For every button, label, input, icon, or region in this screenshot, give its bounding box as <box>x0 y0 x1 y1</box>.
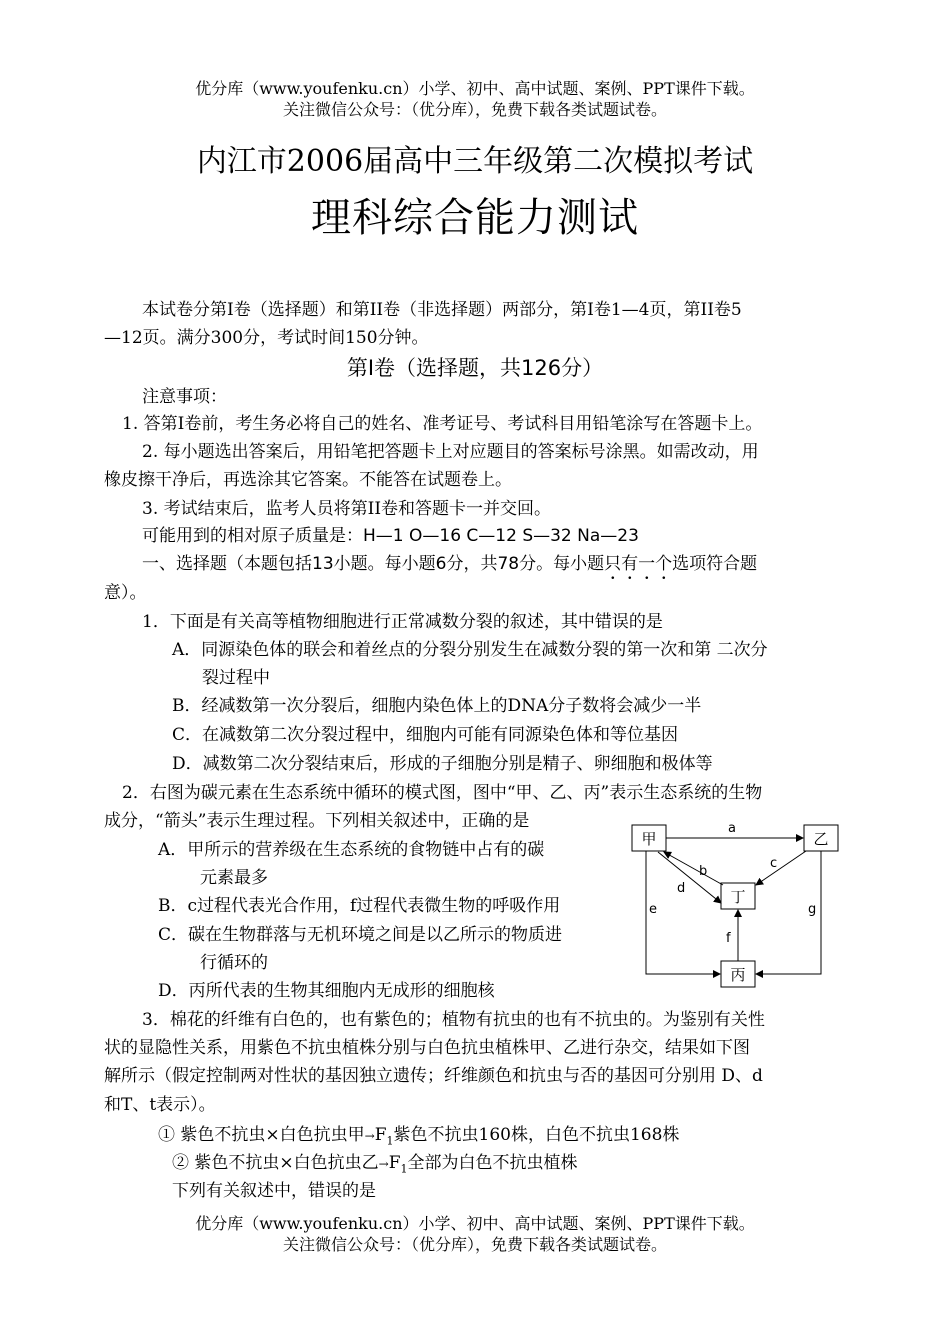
footer-line-2: 关注微信公众号：（优分库），免费下载各类试题试卷。 <box>282 1235 667 1254</box>
q1-option-a: A．同源染色体的联会和着丝点的分裂分别发生在减数分裂的第一次和第 二次分 <box>172 640 768 660</box>
q2-option-a-cont: 元素最多 <box>200 868 268 888</box>
note-3: 3. 考试结束后，监考人员将第II卷和答题卡一并交回。 <box>142 499 552 519</box>
label-f: f <box>726 931 731 946</box>
arrow-c <box>756 851 806 885</box>
intro-line-1: 本试卷分第I卷（选择题）和第II卷（非选择题）两部分，第I卷1—4页，第II卷5 <box>142 300 742 320</box>
part-title-emphasis: 只有一个 <box>604 554 673 574</box>
exam-subtitle: 理科综合能力测试 <box>311 195 639 241</box>
note-1: 1. 答第I卷前，考生务必将自己的姓名、准考证号、考试科目用铅笔涂写在答题卡上。 <box>122 414 763 434</box>
q3-ask: 下列有关叙述中，错误的是 <box>172 1181 376 1201</box>
cross1-parents: ① 紫色不抗虫×白色抗虫甲 <box>158 1125 365 1145</box>
cross2-parents: ② 紫色不抗虫×白色抗虫乙 <box>172 1153 379 1173</box>
arrow-d <box>658 852 721 903</box>
q2-stem-2: 成分，“箭头”表示生理过程。下列相关叙述中，正确的是 <box>104 811 530 831</box>
cross2-f: F <box>388 1153 401 1173</box>
q2-option-c-cont: 行循环的 <box>200 953 268 973</box>
cross2-arrow: → <box>378 1157 389 1171</box>
label-d: d <box>677 881 686 896</box>
q1-option-c: C．在减数第二次分裂过程中，细胞内可能有同源染色体和等位基因 <box>172 725 679 745</box>
cross1-f: F <box>374 1125 387 1145</box>
q1-option-d: D．减数第二次分裂结束后，形成的子细胞分别是精子、卵细胞和极体等 <box>172 754 713 774</box>
label-c: c <box>770 856 778 871</box>
exam-title: 内江市2006届高中三年级第二次模拟考试 <box>196 144 754 179</box>
part-title-a: 一、选择题（本题包括13小题。每小题6分，共78分。每小题 <box>142 554 605 574</box>
atomic-mass-line: 可能用到的相对原子质量是：H—1 O—16 C—12 S—32 Na—23 <box>142 526 639 546</box>
label-b: b <box>699 864 708 879</box>
label-bing: 丙 <box>730 966 746 984</box>
q2-option-c: C．碳在生物群落与无机环境之间是以乙所示的物质进 <box>158 925 563 945</box>
q2-option-a: A．甲所示的营养级在生态系统的食物链中占有的碳 <box>158 840 545 860</box>
cross2-sub: 1 <box>400 1162 408 1176</box>
q1-option-b: B．经减数第一次分裂后，细胞内染色体上的DNA分子数将会减少一半 <box>172 696 702 716</box>
part-title <box>142 550 757 584</box>
label-jia: 甲 <box>641 830 657 848</box>
arrow-e <box>646 851 720 974</box>
footer-line-1: 优分库（www.youfenku.cn）小学、初中、高中试题、案例、PPT课件下载。 <box>195 1214 755 1233</box>
arrow-b <box>664 852 723 885</box>
cross2-result: 全部为白色不抗虫植株 <box>407 1153 578 1173</box>
part-title-cont: 意）。 <box>104 583 147 603</box>
label-yi: 乙 <box>813 830 829 848</box>
label-e: e <box>649 902 657 917</box>
q2-option-b: B．c过程代表光合作用，f过程代表微生物的呼吸作用 <box>158 896 561 916</box>
q2-stem-1: 2．右图为碳元素在生态系统中循环的模式图，图中“甲、乙、丙”表示生态系统的生物 <box>122 783 763 803</box>
header-line-1: 优分库（www.youfenku.cn）小学、初中、高中试题、案例、PPT课件下载。 <box>195 79 755 98</box>
label-ding: 丁 <box>730 888 746 906</box>
cross1-sub: 1 <box>386 1134 394 1148</box>
section-title: 第I卷（选择题，共126分） <box>346 356 604 380</box>
header-line-2: 关注微信公众号：（优分库），免费下载各类试题试卷。 <box>282 100 667 119</box>
q1-option-a-cont: 裂过程中 <box>202 668 270 688</box>
q3-stem-1: 3．棉花的纤维有白色的，也有紫色的；植物有抗虫的也有不抗虫的。为鉴别有关性 <box>142 1010 765 1030</box>
part-title-b: 选项符合题 <box>672 554 758 574</box>
q1-stem: 1．下面是有关高等植物细胞进行正常减数分裂的叙述，其中错误的是 <box>142 612 663 632</box>
label-g: g <box>808 902 817 917</box>
cross1-arrow: → <box>364 1129 375 1143</box>
note-2: 2. 每小题选出答案后，用铅笔把答题卡上对应题目的答案标号涂黑。如需改动，用 <box>142 442 759 462</box>
q3-stem-3: 解所示（假定控制两对性状的基因独立遗传；纤维颜色和抗虫与否的基因可分别用 D、d <box>104 1066 763 1086</box>
q2-option-d: D．丙所代表的生物其细胞内无成形的细胞核 <box>158 981 495 1001</box>
label-a: a <box>728 821 736 836</box>
carbon-cycle-diagram <box>620 815 845 995</box>
note-2-cont: 橡皮擦干净后，再选涂其它答案。不能答在试题卷上。 <box>104 470 512 490</box>
intro-line-2: —12页。满分300分，考试时间150分钟。 <box>104 328 429 348</box>
notice-title: 注意事项： <box>142 387 227 407</box>
q3-stem-2: 状的显隐性关系，用紫色不抗虫植株分别与白色抗虫植株甲、乙进行杂交，结果如下图 <box>104 1038 750 1058</box>
cross1-result: 紫色不抗虫160株，白色不抗虫168株 <box>393 1125 680 1145</box>
q3-stem-4: 和T、t表示）。 <box>104 1095 216 1115</box>
